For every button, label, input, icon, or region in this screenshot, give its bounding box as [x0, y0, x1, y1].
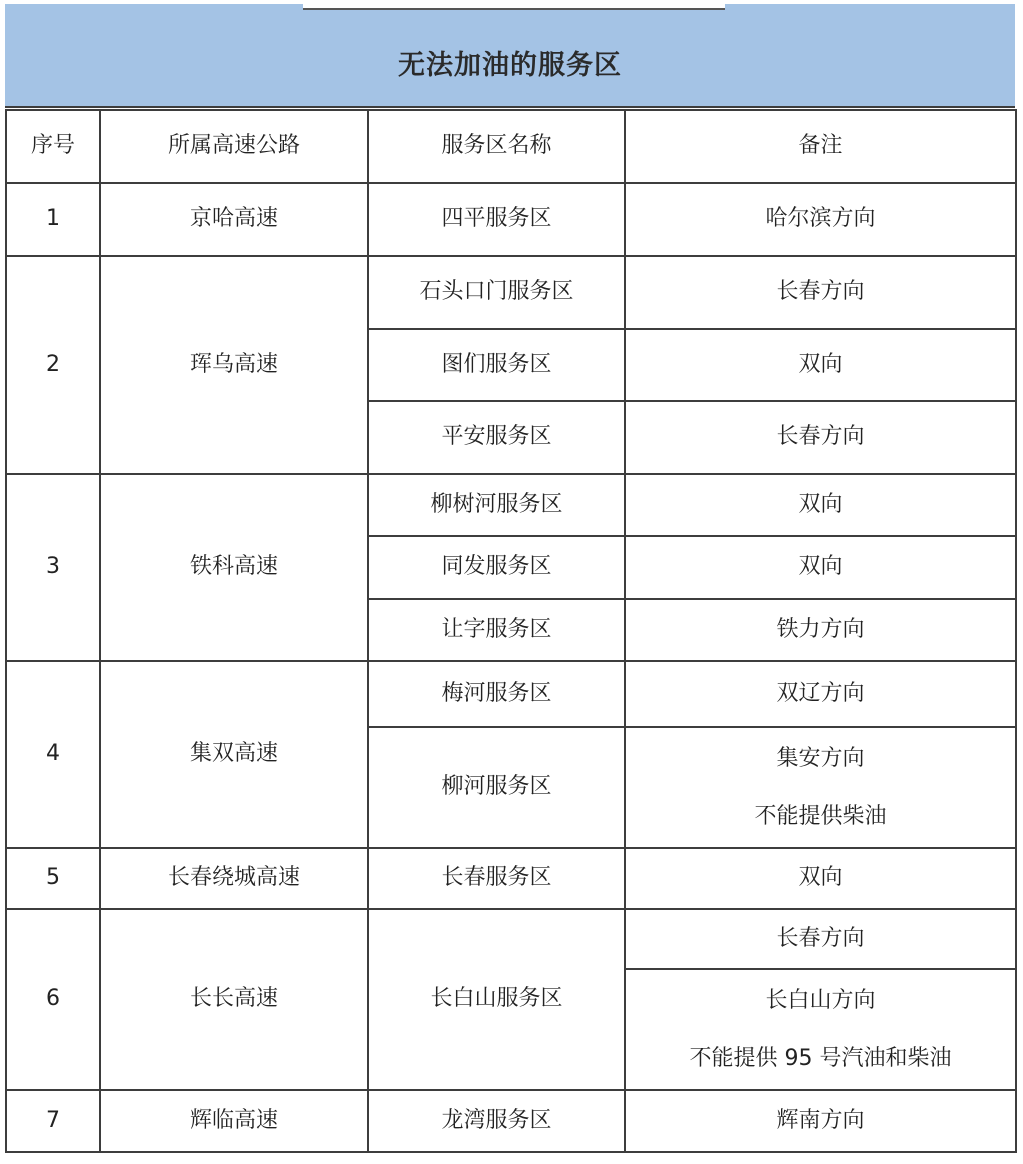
cell-note	[625, 909, 1016, 969]
cell-highway: 珲乌高速	[100, 256, 368, 474]
note-line: 双向	[798, 865, 843, 891]
note-line: 长白山方向	[765, 987, 876, 1013]
cell-service-area: 柳树河服务区	[368, 474, 625, 536]
table-row	[6, 1090, 1016, 1152]
table-title-bar	[5, 4, 1015, 108]
cell-note	[625, 661, 1016, 727]
cell-index: 7	[6, 1090, 100, 1152]
header-service-area: 服务区名称	[368, 110, 625, 183]
header-index: 序号	[6, 110, 100, 183]
cell-note	[625, 401, 1016, 474]
note-line: 不能提供 95 号汽油和柴油	[689, 1045, 952, 1071]
cell-note	[625, 536, 1016, 599]
note-line: 双辽方向	[776, 680, 865, 706]
table-body	[6, 110, 1016, 1152]
note-line: 哈尔滨方向	[765, 206, 876, 232]
cell-service-area: 龙湾服务区	[368, 1090, 625, 1152]
cell-note	[625, 1090, 1016, 1152]
note-line: 长春方向	[776, 424, 865, 450]
note-line: 双向	[798, 554, 843, 580]
table-header-row	[6, 110, 1016, 183]
table-row	[6, 909, 1016, 969]
cell-highway: 辉临高速	[100, 1090, 368, 1152]
cell-note	[625, 256, 1016, 329]
cell-index: 5	[6, 848, 100, 909]
cell-service-area: 长白山服务区	[368, 909, 625, 1090]
title-notch	[303, 0, 725, 10]
cell-highway: 京哈高速	[100, 183, 368, 256]
cell-service-area: 长春服务区	[368, 848, 625, 909]
cell-service-area: 同发服务区	[368, 536, 625, 599]
cell-service-area: 平安服务区	[368, 401, 625, 474]
note-line: 双向	[798, 351, 843, 377]
cell-index: 4	[6, 661, 100, 848]
note-line: 铁力方向	[776, 616, 865, 642]
note-line: 长春方向	[776, 925, 865, 951]
table-row	[6, 474, 1016, 536]
cell-note	[625, 848, 1016, 909]
cell-index: 2	[6, 256, 100, 474]
cell-index: 1	[6, 183, 100, 256]
cell-note	[625, 599, 1016, 661]
table-title: 无法加油的服务区	[398, 49, 622, 81]
cell-service-area: 四平服务区	[368, 183, 625, 256]
note-line: 集安方向	[776, 745, 865, 771]
cell-highway: 长长高速	[100, 909, 368, 1090]
note-line: 双向	[798, 491, 843, 517]
header-highway: 所属高速公路	[100, 110, 368, 183]
service-area-table	[5, 109, 1017, 1153]
table-row	[6, 183, 1016, 256]
table-row	[6, 256, 1016, 329]
cell-highway: 铁科高速	[100, 474, 368, 661]
header-note: 备注	[625, 110, 1016, 183]
cell-note	[625, 329, 1016, 401]
cell-note	[625, 474, 1016, 536]
table-row	[6, 848, 1016, 909]
note-line: 辉南方向	[776, 1107, 865, 1133]
note-line: 长春方向	[776, 279, 865, 305]
cell-highway: 长春绕城高速	[100, 848, 368, 909]
cell-service-area: 梅河服务区	[368, 661, 625, 727]
cell-index: 3	[6, 474, 100, 661]
cell-service-area: 图们服务区	[368, 329, 625, 401]
cell-service-area: 让字服务区	[368, 599, 625, 661]
cell-highway: 集双高速	[100, 661, 368, 848]
cell-service-area: 柳河服务区	[368, 727, 625, 848]
cell-note	[625, 183, 1016, 256]
cell-index: 6	[6, 909, 100, 1090]
cell-service-area: 石头口门服务区	[368, 256, 625, 329]
cell-note	[625, 969, 1016, 1090]
table-row	[6, 661, 1016, 727]
note-line: 不能提供柴油	[754, 803, 887, 829]
cell-note	[625, 727, 1016, 848]
